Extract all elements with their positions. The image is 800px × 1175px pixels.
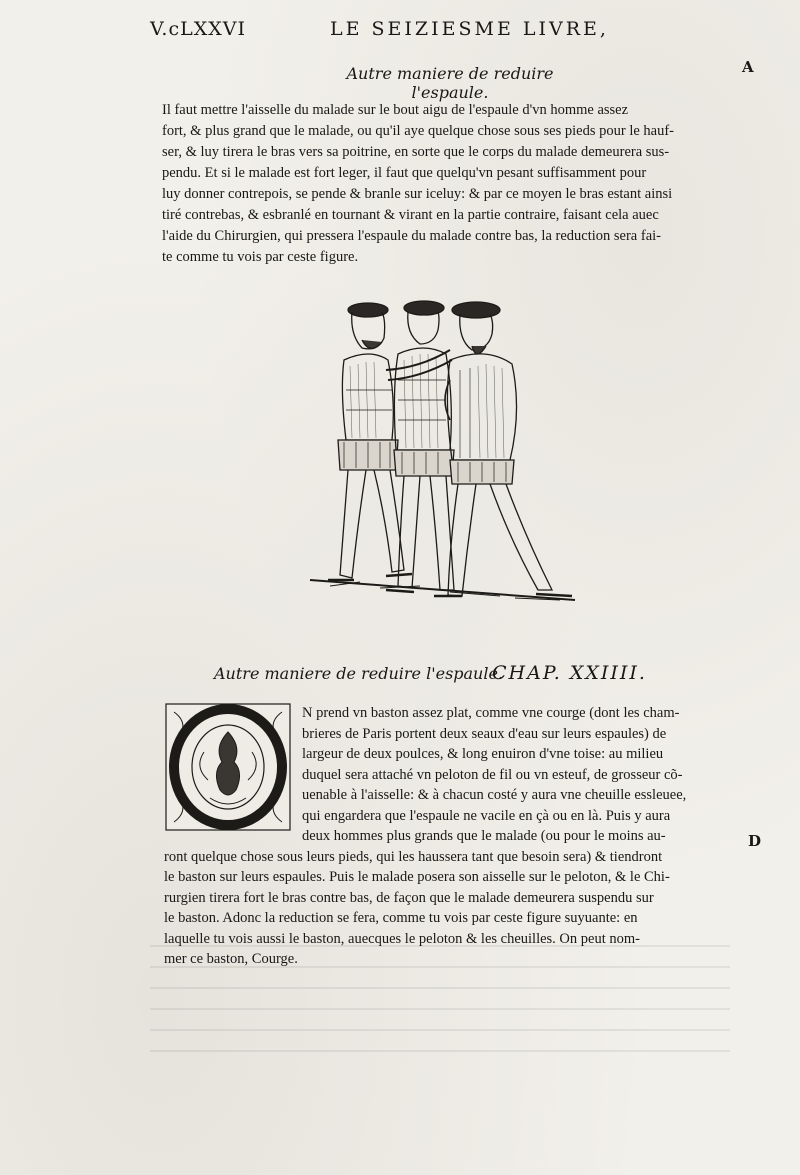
chapter-number: CHAP. XXIIII. [492,662,647,684]
text-line: fort, & plus grand que le malade, ou qu'il aye quelque chose sous ses pieds pour le hauf- [162,123,674,139]
surgeon-figure [328,303,452,580]
chapter-heading [214,662,684,692]
text-line: te comme tu vois par ceste figure. [162,249,359,265]
text-line: brieres de Paris portent deux seaux d'eau sur leurs espaules) de [302,725,667,742]
paragraph-1 [162,100,734,268]
text-line: qui engardera que l'espaule ne vacile en çà ou en là. Puis y aura [302,807,671,824]
text-line: Il faut mettre l'aisselle du malade sur le bout aigu de l'espaule d'vn homme assez [162,102,629,118]
text-line: largeur de deux poulces, & long enuiron d'vne toise: au milieu [302,746,664,762]
text-line: ront quelque chose sous leurs pieds, qui les haussera tant que besoin sera) & tiendront [164,848,663,865]
paragraph-2 [164,703,736,970]
text-line: tiré contrebas, & esbranlé en tournant & virant en la partie contraire, faisant cela auec [162,207,659,223]
folio-number: V.cLXXVI [150,18,246,40]
text-line: mer ce baston, Courge. [164,951,298,967]
text-line: rurgien tirera fort le bras contre bas, de façon que le malade demeurera suspendu sur [164,889,654,906]
text-line: laquelle tu vois aussi le baston, auecques le peloton & les cheuilles. On peut nom- [164,930,640,947]
show-through-texture [150,945,730,1065]
section-subtitle-2: Autre maniere de reduire l'espaule. [214,664,504,683]
text-line: duquel sera attaché vn peloton de fil ou vn esteuf, de grosseur cõ- [302,766,683,783]
text-line: l'aide du Chirurgien, qui pressera l'espaule du malade contre bas, la reduction sera fai- [162,228,661,244]
woodcut-illustration [300,290,580,620]
text-line: deux hommes plus grands que le malade (ou pour le moins au- [302,828,666,844]
section-subtitle: Autre maniere de reduire l'espaule. [346,64,554,102]
text-line: luy donner contrepois, se pende & branle sur iceluy: & par ce moyen le bras estant ainsi [162,186,673,202]
margin-letter-a: A [742,58,754,76]
text-line: N prend vn baston assez plat, comme vne courge (dont les cham- [302,705,680,721]
margin-letter-d: D [748,832,762,850]
text-line: ser, & luy tirera le bras vers sa poitrine, en sorte que le corps du malade demeurera sus- [162,144,670,160]
text-line: le baston. Adonc la reduction se fera, comme tu vois par ceste figure suyuante: en [164,910,638,926]
text-line: pendu. Et si le malade est fort leger, il faut que quelqu'vn pesant suffisamment pour [162,165,647,181]
text-line: uenable à l'aisselle: & à chacun costé y aura vne cheuille essleuee, [302,787,687,803]
running-title: LE SEIZIESME LIVRE, [330,18,609,40]
page-header [150,18,620,46]
text-line: le baston sur leurs espaules. Puis le malade posera son aisselle sur le peloton, & le Chi- [164,869,670,885]
assistant-figure [445,302,572,596]
